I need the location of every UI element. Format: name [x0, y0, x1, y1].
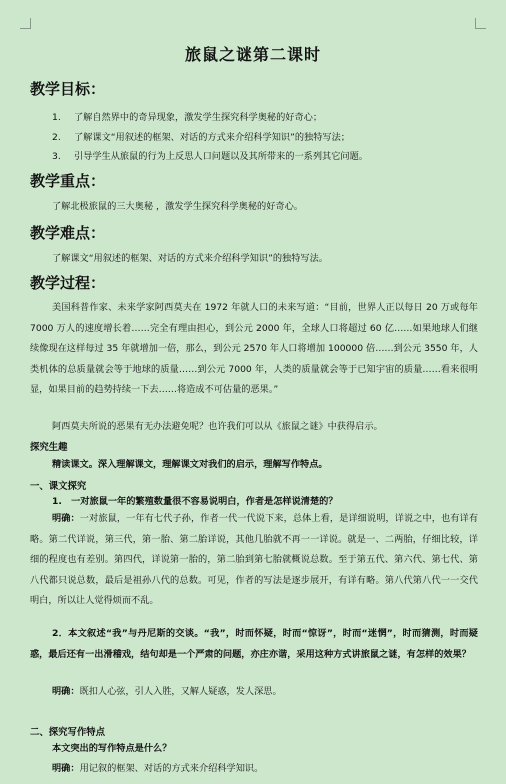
question-3: 本文突出的写作特点是什么？ [52, 743, 172, 754]
task-line: 精读课文。深入理解课文，理解课文对我们的启示，理解写作特点。 [52, 459, 328, 470]
key-heading: 教学重点： [30, 172, 106, 190]
difficulty-heading: 教学难点： [30, 224, 106, 242]
margin-corner-mark [20, 18, 31, 29]
answer-2: 明确：既扣人心弦，引人入胜，又解人疑惑，发人深思。 [52, 686, 282, 697]
answer-1: 明确：一对旅鼠，一年有七代子孙，作者一代一代说下来，总体上看，是详细说明，详说之中，也有详有略。第二代详说，第三代，第一胎、第二胎详说，其他几胎就不再一一详说。就是一、二两胎，仔细比较，详细的程度也有差别。第四代，详说第一胎的，第二胎到第七胎就概说总数。至于第五代、第六代、第七代、第八代都只说总数，最后是祖孙八代的总数。可见，作者的写法是逐步展开，有详有略。第八代第八代一一交代明白，所以让人觉得烦而不乱。 [30, 513, 479, 607]
answer-3: 明确：用记叙的框架、对话的方式来介绍科学知识。 [52, 763, 264, 774]
goal-item: 2. 了解课文“用叙述的框架、对话的方式来介绍科学知识”的独特写法； [52, 132, 350, 143]
key-text: 了解北极旅鼠的三大奥秘 ，激发学生探究科学奥秘的好奇心。 [52, 201, 303, 212]
process-heading: 教学过程： [30, 274, 106, 292]
explore-heading: 探究生趣 [30, 442, 68, 453]
question-2: 2．本文叙述“我”与丹尼斯的交谈。“我”，时而怀疑，时而“惊讶”，时而“迷惘”，时而猜测，时而疑惑，最后还有一出滑稽戏，结句却是一个严肃的问题，亦庄亦谐，采用这种方式讲旅鼠之谜，有怎样的效果？ [30, 628, 478, 660]
difficulty-text: 了解课文“用叙述的框架、对话的方式来介绍科学知识”的独特写法。 [52, 253, 328, 264]
margin-corner-mark [475, 18, 486, 29]
intro-paragraph: 美国科普作家、未来学家阿西莫夫在 1972 年就人口的未来写道：“目前，世界人正以每日 20 万或每年 7000 万人的速度增长着……完全有理由担心，到公元 2000 年，全球人口将超过 60 亿……如果地球人们继续像现在这样每过 35 年就增加一倍，那么，到公元 2570 年人口将增加 100000 倍……到公元 3550 年，人类机体的总质量就会等于地球的质量……到公元 7000 年，人类的质量就会等于已知宇宙的质量……看来很明显，如果目前的趋势持续一下去……将造成不可估量的恶果。” [30, 302, 478, 396]
question-1: 1. 一对旅鼠一年的繁殖数量很不容易说明白，作者是怎样说清楚的？ [52, 496, 338, 507]
section-1-heading: 一、课文探究 [30, 481, 87, 492]
document-title: 旅鼠之谜第二课时 [184, 45, 321, 64]
goal-item: 1. 了解自然界中的奇异现象，激发学生探究科学奥秘的好奇心； [52, 112, 323, 123]
goals-heading: 教学目标： [30, 80, 106, 98]
section-2-heading: 二、探究写作特点 [30, 727, 106, 738]
goal-item: 3. 引导学生从旅鼠的行为上反思人口问题以及其所带来的一系列其它问题。 [52, 151, 368, 162]
question-line: 阿西莫夫所说的恶果有无办法避免呢？也许我们可以从《旅鼠之谜》中获得启示。 [52, 421, 383, 432]
